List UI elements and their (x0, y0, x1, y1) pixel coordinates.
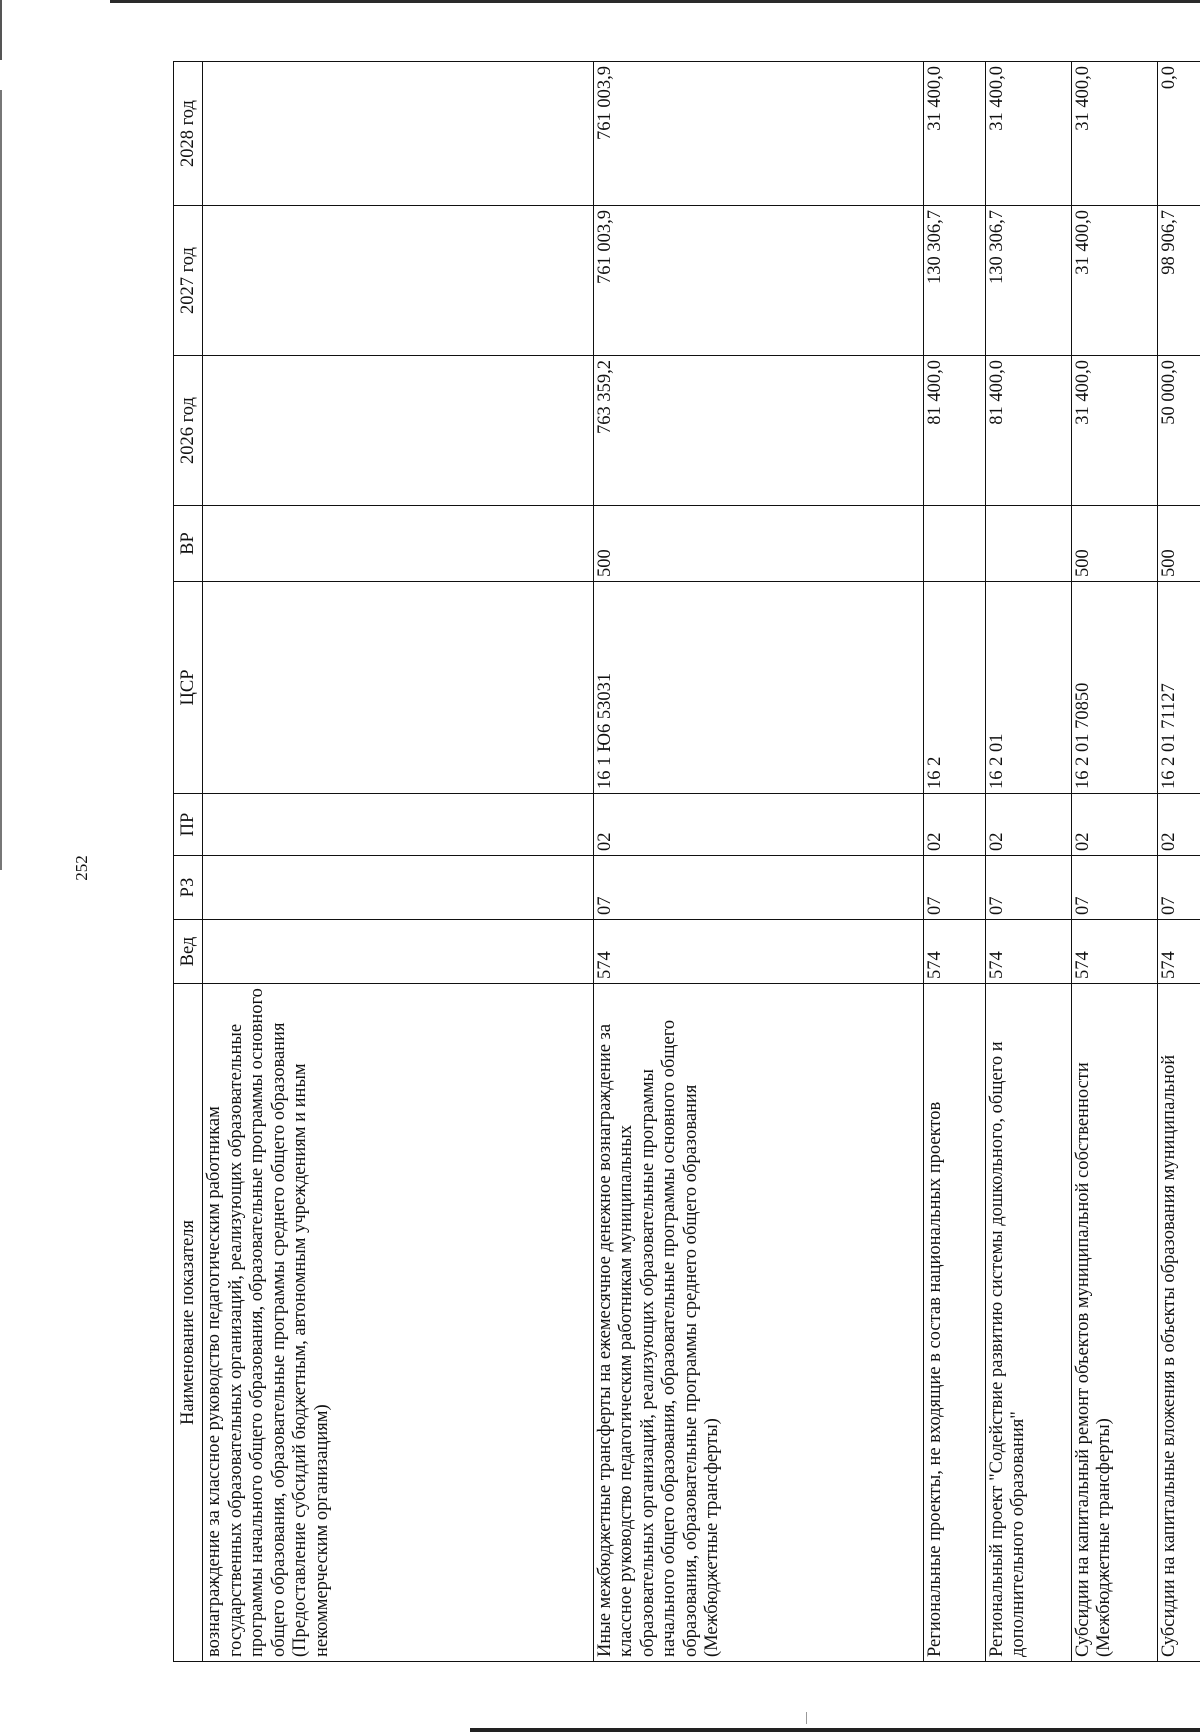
header-2028: 2028 год (174, 62, 203, 206)
header-pr: ПР (174, 794, 203, 856)
cell-vr (923, 506, 985, 582)
cell-vr (985, 506, 1071, 582)
cell-2028: 761 003,9 (593, 62, 923, 206)
page-number: 252 (72, 855, 91, 881)
cell-vr (203, 506, 594, 582)
cell-2026: 31 400,0 (1071, 356, 1157, 506)
cell-ved: 574 (1157, 920, 1200, 984)
table-row (593, 62, 923, 1662)
cell-csr: 16 1 Ю6 53031 (593, 582, 923, 794)
cell-2028: 31 400,0 (985, 62, 1071, 206)
scan-edge-left (0, 0, 2, 60)
cell-2027: 98 906,7 (1157, 206, 1200, 356)
cell-2026: 81 400,0 (923, 356, 985, 506)
header-ved: Вед (174, 920, 203, 984)
scan-edge-top (110, 0, 1200, 3)
header-csr: ЦСР (174, 582, 203, 794)
cell-ved: 574 (593, 920, 923, 984)
cell-pr: 02 (923, 794, 985, 856)
scan-edge-bottom (470, 1728, 1200, 1732)
scan-edge-left-lower (0, 90, 2, 870)
cell-pr: 02 (1071, 794, 1157, 856)
cell-csr: 16 2 01 70850 (1071, 582, 1157, 794)
cell-rz: 07 (1157, 856, 1200, 920)
table-row (1157, 62, 1200, 1662)
cell-ved: 574 (1071, 920, 1157, 984)
cell-2028 (203, 62, 594, 206)
cell-2026: 50 000,0 (1157, 356, 1200, 506)
cell-csr: 16 2 (923, 582, 985, 794)
cell-rz: 07 (1071, 856, 1157, 920)
cell-vr: 500 (593, 506, 923, 582)
cell-2028: 31 400,0 (923, 62, 985, 206)
header-2026: 2026 год (174, 356, 203, 506)
cell-2027: 130 306,7 (923, 206, 985, 356)
table-row (203, 62, 594, 1662)
cell-2027: 761 003,9 (593, 206, 923, 356)
cell-2028: 31 400,0 (1071, 62, 1157, 206)
cell-2026: 81 400,0 (985, 356, 1071, 506)
table-row (923, 62, 985, 1662)
cell-rz: 07 (923, 856, 985, 920)
cell-2026 (203, 356, 594, 506)
cell-2027: 31 400,0 (1071, 206, 1157, 356)
cell-csr (203, 582, 594, 794)
header-rz: РЗ (174, 856, 203, 920)
cell-name: Региональный проект "Содействие развитию системы дошкольного, общего и дополнительного образования" (985, 984, 1071, 1662)
table-row (985, 62, 1071, 1662)
budget-table-container (173, 62, 1200, 1662)
cell-rz (203, 856, 594, 920)
cell-name: Иные межбюджетные трансферты на ежемесячное денежное вознаграждение за классное руководство педагогическим работникам муниципальных образовательных организаций, реализующих образовательные программы начального общего образования, образовательные программы основного общего образования, образовательные программы среднего общего образования (Межбюджетные трансферты) (593, 984, 923, 1662)
cell-pr (203, 794, 594, 856)
cell-ved: 574 (923, 920, 985, 984)
cell-rz: 07 (985, 856, 1071, 920)
cell-vr: 500 (1157, 506, 1200, 582)
cell-2028: 0,0 (1157, 62, 1200, 206)
scan-mark (806, 1712, 807, 1724)
cell-2027: 130 306,7 (985, 206, 1071, 356)
table-row (1071, 62, 1157, 1662)
cell-name: Субсидии на капитальный ремонт объектов муниципальной собственности (Межбюджетные трансферты) (1071, 984, 1157, 1662)
cell-ved: 574 (985, 920, 1071, 984)
cell-csr: 16 2 01 (985, 582, 1071, 794)
cell-pr: 02 (1157, 794, 1200, 856)
budget-table (173, 61, 1200, 1662)
cell-ved (203, 920, 594, 984)
cell-name: Субсидии на капитальные вложения в объекты образования муниципальной (1157, 984, 1200, 1662)
cell-pr: 02 (593, 794, 923, 856)
cell-pr: 02 (985, 794, 1071, 856)
cell-2027 (203, 206, 594, 356)
cell-2026: 763 359,2 (593, 356, 923, 506)
cell-vr: 500 (1071, 506, 1157, 582)
cell-rz: 07 (593, 856, 923, 920)
table-header-row (174, 62, 203, 1662)
cell-name: Региональные проекты, не входящие в состав национальных проектов (923, 984, 985, 1662)
cell-name: вознаграждение за классное руководство педагогическим работникам государственных образовательных организаций, реализующих образовательные программы начального общего образования, образовательные программы основного общего образования, образовательные программы среднего общего образования (Предоставление субсидий бюджетным, автономным учреждениям и иным некоммерческим организациям) (203, 984, 594, 1662)
header-2027: 2027 год (174, 206, 203, 356)
header-vr: ВР (174, 506, 203, 582)
header-name: Наименование показателя (174, 984, 203, 1662)
cell-csr: 16 2 01 71127 (1157, 582, 1200, 794)
